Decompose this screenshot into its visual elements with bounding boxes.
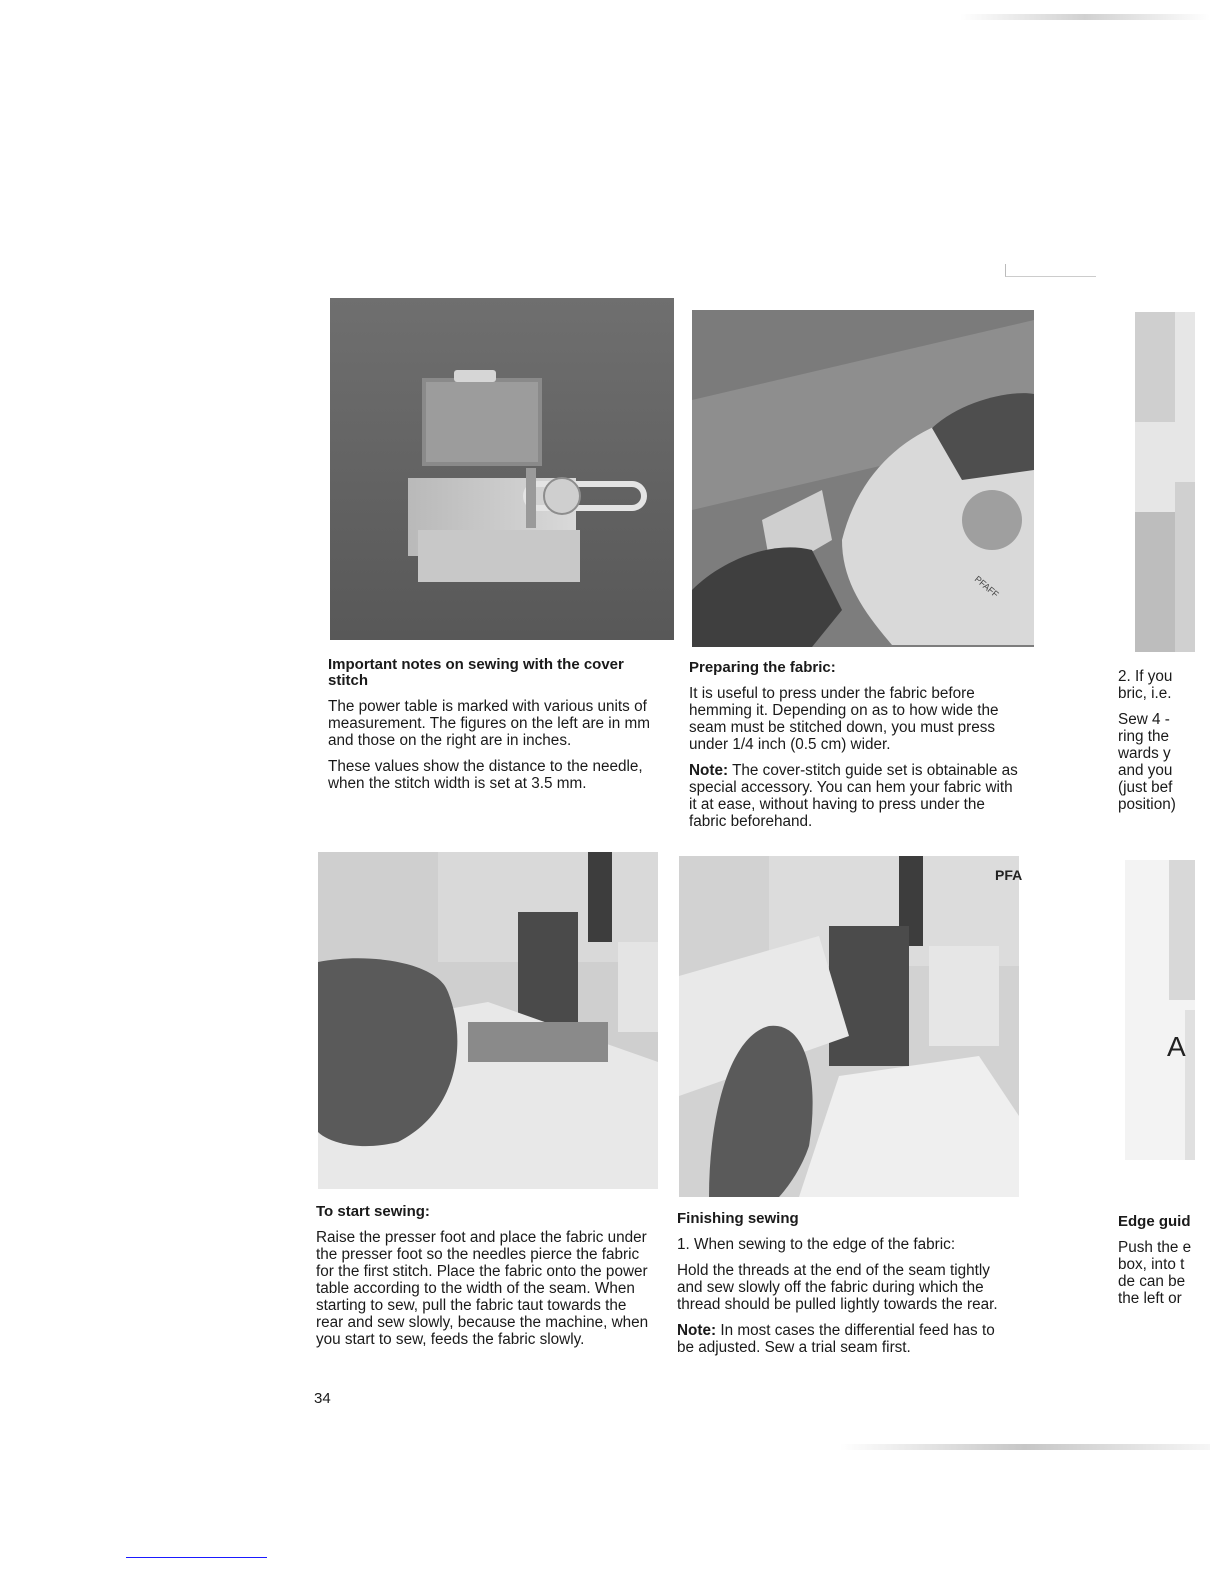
clipped-line: Push the e [1118,1239,1192,1256]
iron-brand-label: PFAFF [972,573,1001,600]
clipped-line: box, into t [1118,1256,1185,1273]
page-number: 34 [314,1390,331,1407]
clipped-line: ring the [1118,728,1170,745]
note-label: Note: [689,762,729,779]
preparing-fabric-paragraph: It is useful to press under the fabric before hemming it. Depending on as to how wide the seam must be stitched down, you must press under 1/4 inch (0.5 cm) wider. [689,685,999,753]
clipped-line: position) [1118,796,1176,813]
finishing-sewing-photo [679,856,1023,1197]
finishing-paragraph: Hold the threads at the end of the seam tightly and sew slowly off the fabric during which the thread should be pulled lightly towards the rear. [677,1262,998,1313]
cover-stitch-paragraph-2: These values show the distance to the needle, when the stitch width is set at 3.5 mm. [328,758,643,792]
cover-stitch-notes [328,657,658,801]
clipped-line: the left or [1118,1290,1182,1307]
clipped-line: 2. If you [1118,668,1173,685]
preparing-fabric-heading: Preparing the fabric: [689,659,836,676]
finishing-note [677,1322,1015,1356]
note-text: The cover-stitch guide set is obtainable as special accessory. You can hem your fabric with it at ease, without having to press under the fabric beforehand. [689,762,1018,830]
clipped-line: wards y [1118,745,1172,762]
preparing-fabric-note [689,762,1019,830]
power-table-photo [330,298,674,640]
cover-stitch-paragraph-1: The power table is marked with various units of measurement. The figures on the left are in mm and those on the right are in inches. [328,698,650,749]
scan-artifact-mark [1005,264,1096,277]
preparing-fabric-section [689,660,1019,839]
edge-guide-photo-top [1135,312,1195,652]
clipped-line: and you [1118,762,1173,779]
ironing-photo [692,310,1034,647]
clipped-line: (just bef [1118,779,1173,796]
cover-stitch-heading: Important notes on sewing with the cover stitch [328,656,624,689]
machine-brand-label: PFA [995,867,1023,883]
finishing-sewing-section [677,1211,1015,1365]
edge-guide-letter: A [1167,1031,1186,1062]
clipped-line: Sew 4 - [1118,711,1170,728]
start-sewing-paragraph: Raise the presser foot and place the fabric under the presser foot so the needles pierce the fabric for the first stitch. Place the fabric onto the power table according to the width of the seam. When starting to sew, pull the fabric taut towards the rear and sew slowly, because the machine, when you start to sew, feeds the fabric slowly. [316,1229,649,1348]
start-sewing-photo [318,852,658,1189]
clipped-line: de can be [1118,1273,1186,1290]
start-sewing-section [316,1204,650,1357]
edge-guide-heading: Edge guid [1118,1213,1191,1230]
clipped-column-bottom [1118,1214,1194,1316]
finishing-step-1: 1. When sewing to the edge of the fabric: [677,1236,956,1253]
footer-rule [126,1557,267,1558]
note-text: In most cases the differential feed has to be adjusted. Sew a trial seam first. [677,1322,995,1356]
finishing-sewing-heading: Finishing sewing [677,1210,799,1227]
scan-artifact-bottom [840,1444,1210,1450]
start-sewing-heading: To start sewing: [316,1203,430,1220]
note-label: Note: [677,1322,717,1339]
clipped-line: bric, i.e. [1118,685,1172,702]
edge-guide-photo-bottom [1125,860,1195,1160]
clipped-column-top [1118,668,1194,822]
scan-artifact-top [960,14,1210,20]
